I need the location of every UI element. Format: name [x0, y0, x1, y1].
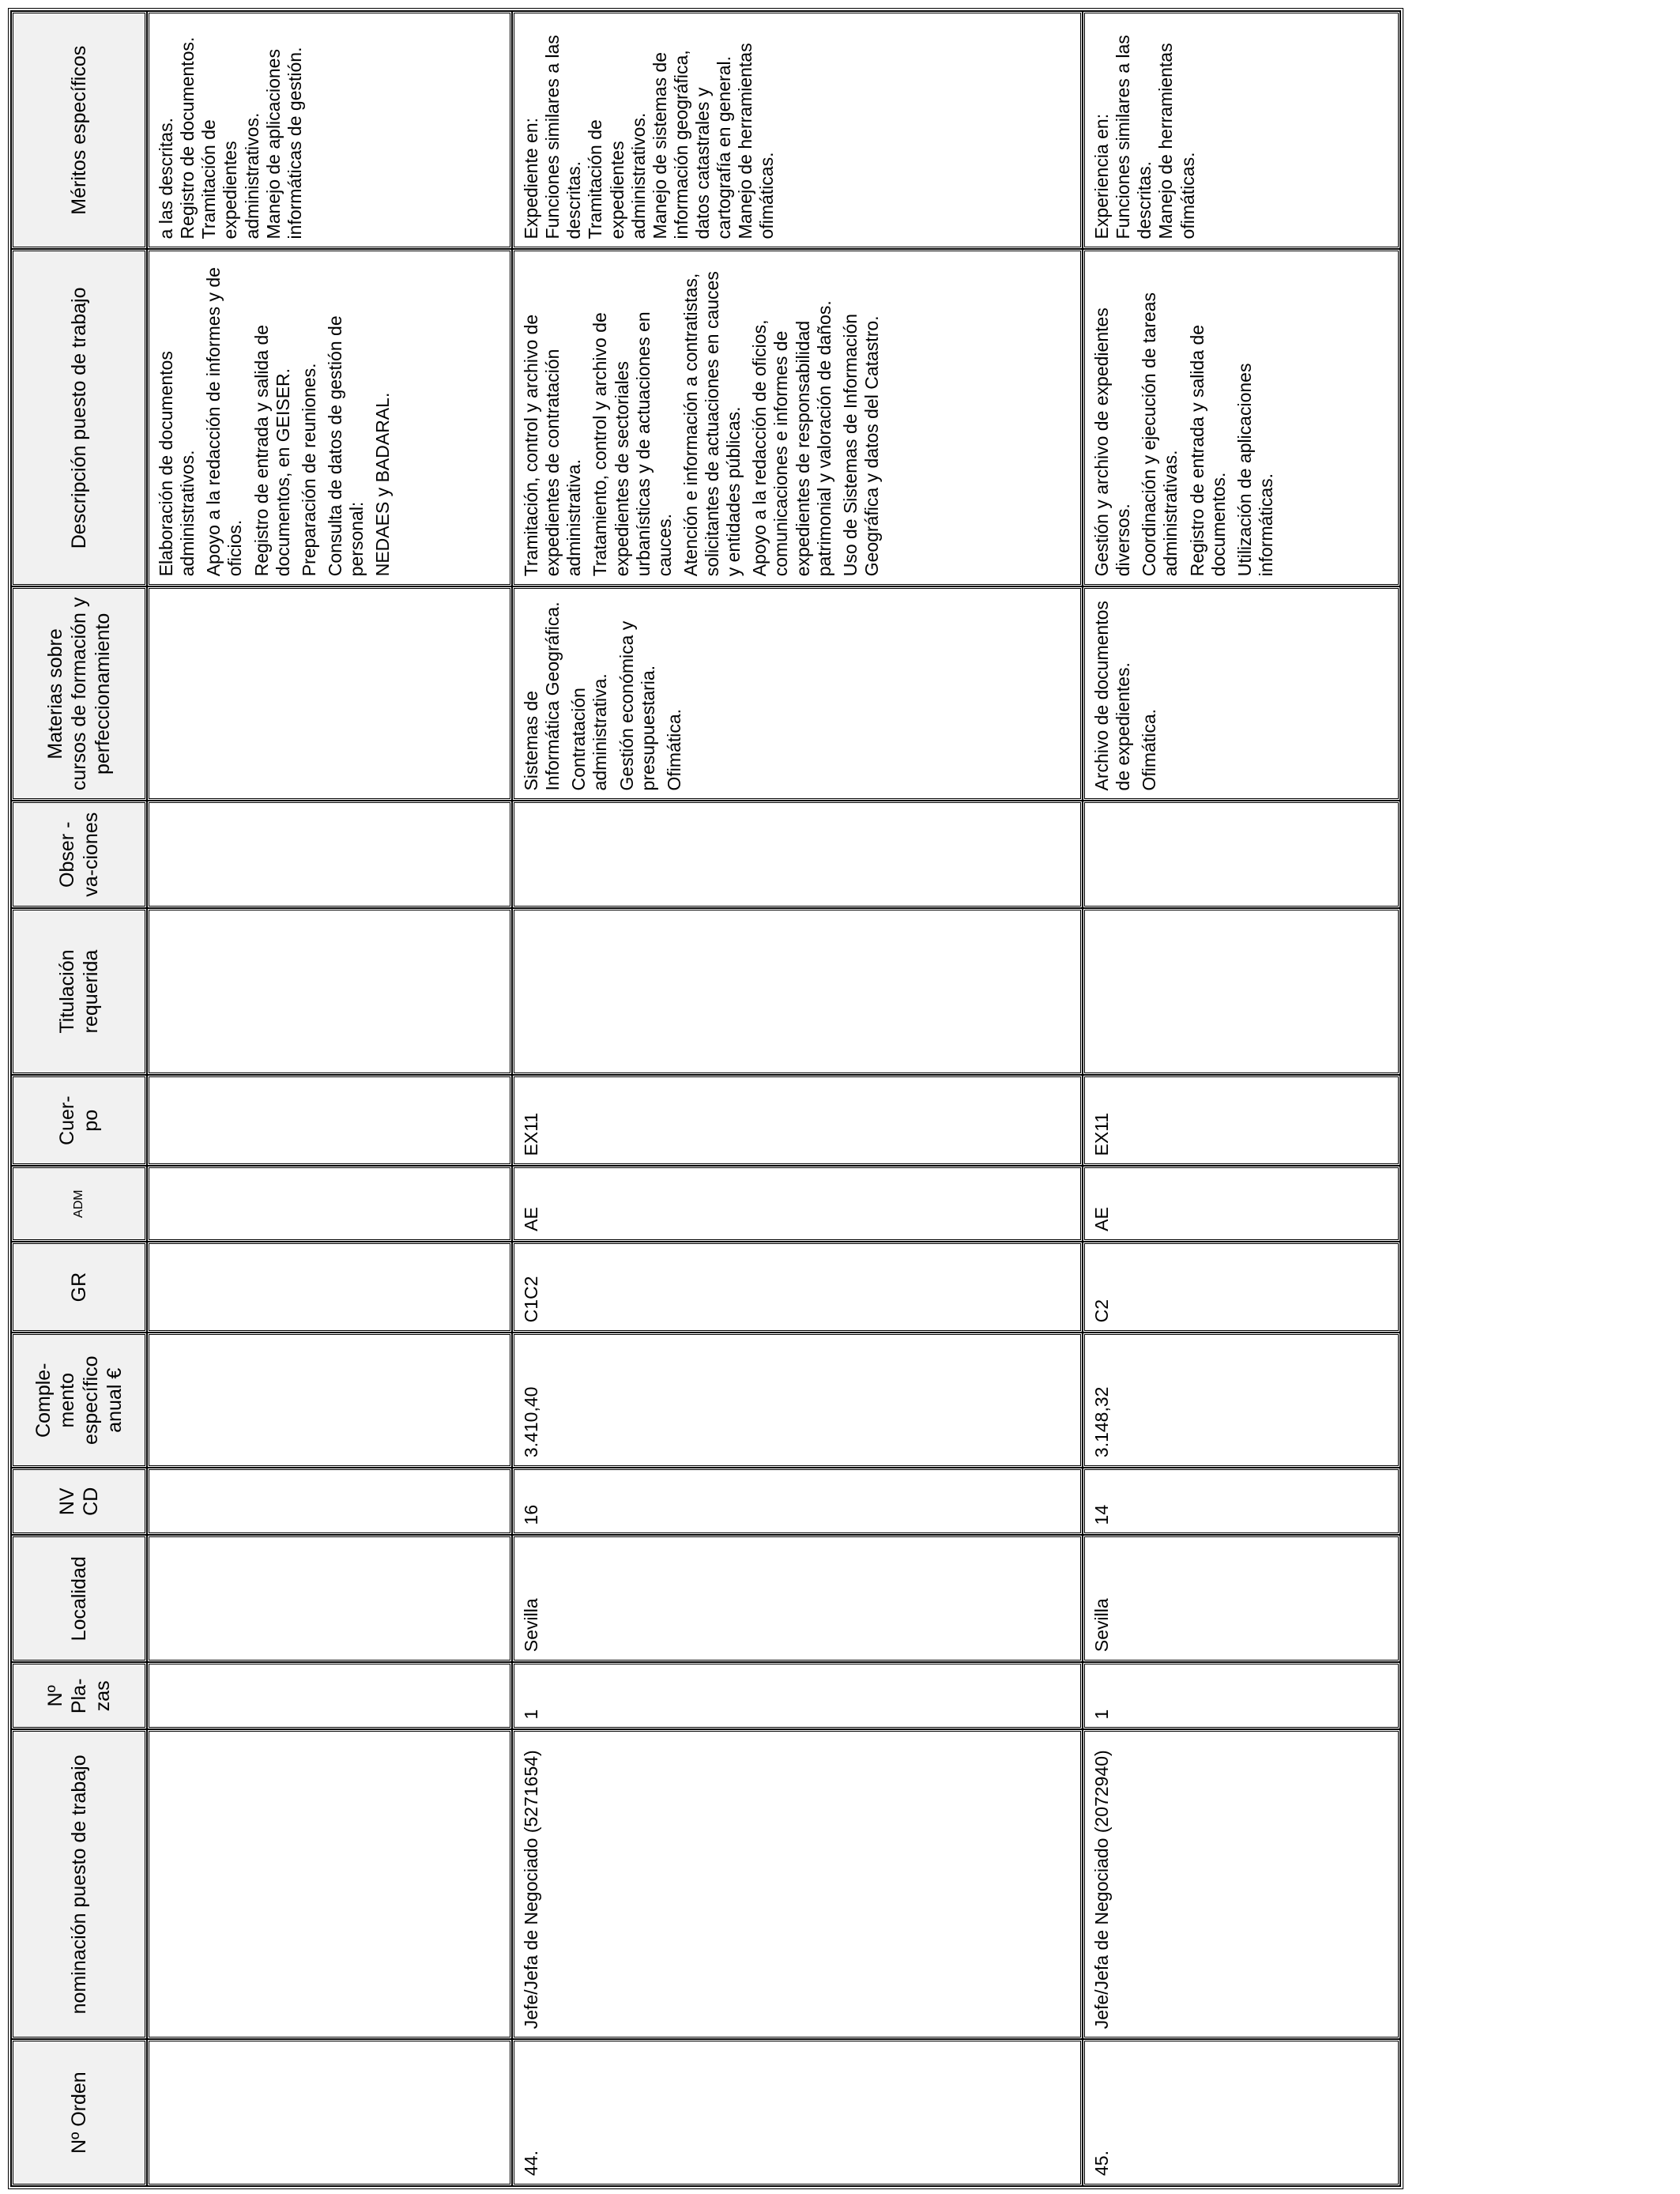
cell-cuerpo: EX11 — [512, 1075, 1083, 1167]
desc-item: Uso de Sistemas de Información Geográfica y datos del Catastro. — [839, 313, 882, 577]
cell-plazas: 1 — [1083, 1662, 1400, 1729]
header-grupo: GR — [11, 1242, 147, 1333]
merito-item: Expediente en: — [521, 117, 541, 239]
materia-item: Contratación administrativa. — [568, 673, 611, 791]
carryover-descripcion — [147, 249, 512, 586]
cell-denominacion: Jefe/Jefa de Negociado (2072940) — [1083, 1730, 1400, 2040]
desc-item: Preparación de reuniones. — [298, 363, 319, 577]
desc-item: Tramitación, control y archivo de expedientes de contratación administrativa. — [521, 314, 585, 577]
cell-complemento: 3.410,40 — [512, 1333, 1083, 1468]
carryover-materias — [147, 586, 512, 801]
merito-item: Tramitación de expedientes administrativos. — [585, 112, 649, 239]
cell-localidad: Sevilla — [512, 1535, 1083, 1662]
carryover-denominacion — [147, 1730, 512, 2040]
carryover-nivel — [147, 1468, 512, 1535]
cell-orden: 45. — [1083, 2039, 1400, 2186]
header-row — [11, 11, 147, 2186]
merito-item: Manejo de herramientas ofimáticas. — [1155, 43, 1198, 239]
merito-item: Registro de documentos. — [177, 36, 198, 239]
header-orden: Nº Orden — [11, 2039, 147, 2186]
desc-item: Registro de entrada y salida de documentos. — [1186, 324, 1229, 577]
header-observaciones: Obser -va-ciones — [11, 801, 147, 908]
materia-item: Gestión económica y presupuestaria. — [616, 620, 658, 791]
carryover-observaciones — [147, 801, 512, 908]
desc-item: Apoyo a la redacción de informes y de oficios. — [203, 267, 246, 577]
cell-meritos — [512, 11, 1083, 249]
table-row — [512, 11, 1083, 2186]
carryover-complemento — [147, 1333, 512, 1468]
carryover-meritos — [147, 11, 512, 249]
cell-orden: 44. — [512, 2039, 1083, 2186]
carryover-grupo — [147, 1242, 512, 1333]
merito-item: Funciones similares a las descritas. — [542, 35, 585, 239]
table-row — [1083, 11, 1400, 2186]
header-materias: Materias sobre cursos de formación y perfeccionamiento — [11, 586, 147, 801]
header-cuerpo: Cuer-po — [11, 1075, 147, 1167]
merito-item: Experiencia en: — [1091, 113, 1112, 239]
cell-denominacion: Jefe/Jefa de Negociado (5271654) — [512, 1730, 1083, 2040]
cell-meritos — [1083, 11, 1400, 249]
cell-plazas: 1 — [512, 1662, 1083, 1729]
merito-item: Funciones similares a las descritas. — [1113, 35, 1155, 239]
cell-descripcion — [1083, 249, 1400, 586]
desc-item: NEDAES y BADARAL. — [372, 392, 394, 577]
carryover-row — [147, 11, 512, 2186]
desc-item: Atención e información a contratistas, solicitantes de actuaciones en cauces y entidades públicas. — [680, 271, 744, 577]
desc-item: Tratamiento, control y archivo de expedientes de sectoriales urbanísticas y de actuaciones en cauces. — [590, 311, 675, 577]
header-denominacion: nominación puesto de trabajo — [11, 1730, 147, 2040]
desc-item: Utilización de aplicaciones informáticas. — [1234, 363, 1276, 577]
rotated-table-wrapper — [8, 8, 1367, 2189]
cell-grupo: C2 — [1083, 1242, 1400, 1333]
desc-item: Apoyo a la redacción de oficios, comunicaciones e informes de expedientes de responsabilidad patrimonial y valoración de daños. — [749, 300, 834, 577]
desc-item: Elaboración de documentos administrativos. — [156, 351, 198, 577]
materia-item: Ofimática. — [1139, 708, 1160, 791]
cell-materias — [512, 586, 1083, 801]
merito-item: Manejo de sistemas de información geográfica, datos catastrales y cartografía en general. — [649, 50, 735, 239]
cell-titulacion — [512, 908, 1083, 1075]
merito-item: a las descritas. — [156, 118, 176, 239]
cell-titulacion — [1083, 908, 1400, 1075]
cell-materias — [1083, 586, 1400, 801]
carryover-cuerpo — [147, 1075, 512, 1167]
header-plazas: Nº Pla-zas — [11, 1662, 147, 1729]
job-positions-table — [8, 8, 1403, 2189]
merito-item: Manejo de aplicaciones informáticas de gestión. — [262, 47, 305, 239]
cell-nivel: 16 — [512, 1468, 1083, 1535]
cell-adm: AE — [1083, 1166, 1400, 1241]
cell-adm: AE — [512, 1166, 1083, 1241]
carryover-titulacion — [147, 908, 512, 1075]
materia-item: Sistemas de Informática Geográfica. — [521, 601, 563, 791]
merito-item: Tramitación de expedientes administrativos. — [198, 112, 262, 239]
cell-localidad: Sevilla — [1083, 1535, 1400, 1662]
cell-observaciones — [512, 801, 1083, 908]
cell-observaciones — [1083, 801, 1400, 908]
cell-cuerpo: EX11 — [1083, 1075, 1400, 1167]
cell-complemento: 3.148,32 — [1083, 1333, 1400, 1468]
desc-item: Consulta de datos de gestión de personal: — [324, 315, 367, 577]
header-descripcion: Descripción puesto de trabajo — [11, 249, 147, 586]
header-meritos: Méritos específicos — [11, 11, 147, 249]
cell-descripcion — [512, 249, 1083, 586]
carryover-plazas — [147, 1662, 512, 1729]
materia-item: Ofimática. — [663, 708, 684, 791]
header-adm: ADM — [11, 1166, 147, 1241]
header-nivel: NV CD — [11, 1468, 147, 1535]
carryover-adm — [147, 1166, 512, 1241]
desc-item: Coordinación y ejecución de tareas administrativas. — [1139, 292, 1181, 577]
carryover-localidad — [147, 1535, 512, 1662]
carryover-orden — [147, 2039, 512, 2186]
desc-item: Registro de entrada y salida de documentos, en GEISER. — [250, 324, 293, 577]
desc-item: Gestión y archivo de expedientes diversos. — [1091, 307, 1134, 577]
header-complemento: Comple-mento específico anual € — [11, 1333, 147, 1468]
materia-item: Archivo de documentos de expedientes. — [1091, 601, 1134, 791]
header-localidad: Localidad — [11, 1535, 147, 1662]
cell-nivel: 14 — [1083, 1468, 1400, 1535]
header-titulacion: Titulación requerida — [11, 908, 147, 1075]
merito-item: Manejo de herramientas ofimáticas. — [735, 43, 778, 239]
cell-grupo: C1C2 — [512, 1242, 1083, 1333]
